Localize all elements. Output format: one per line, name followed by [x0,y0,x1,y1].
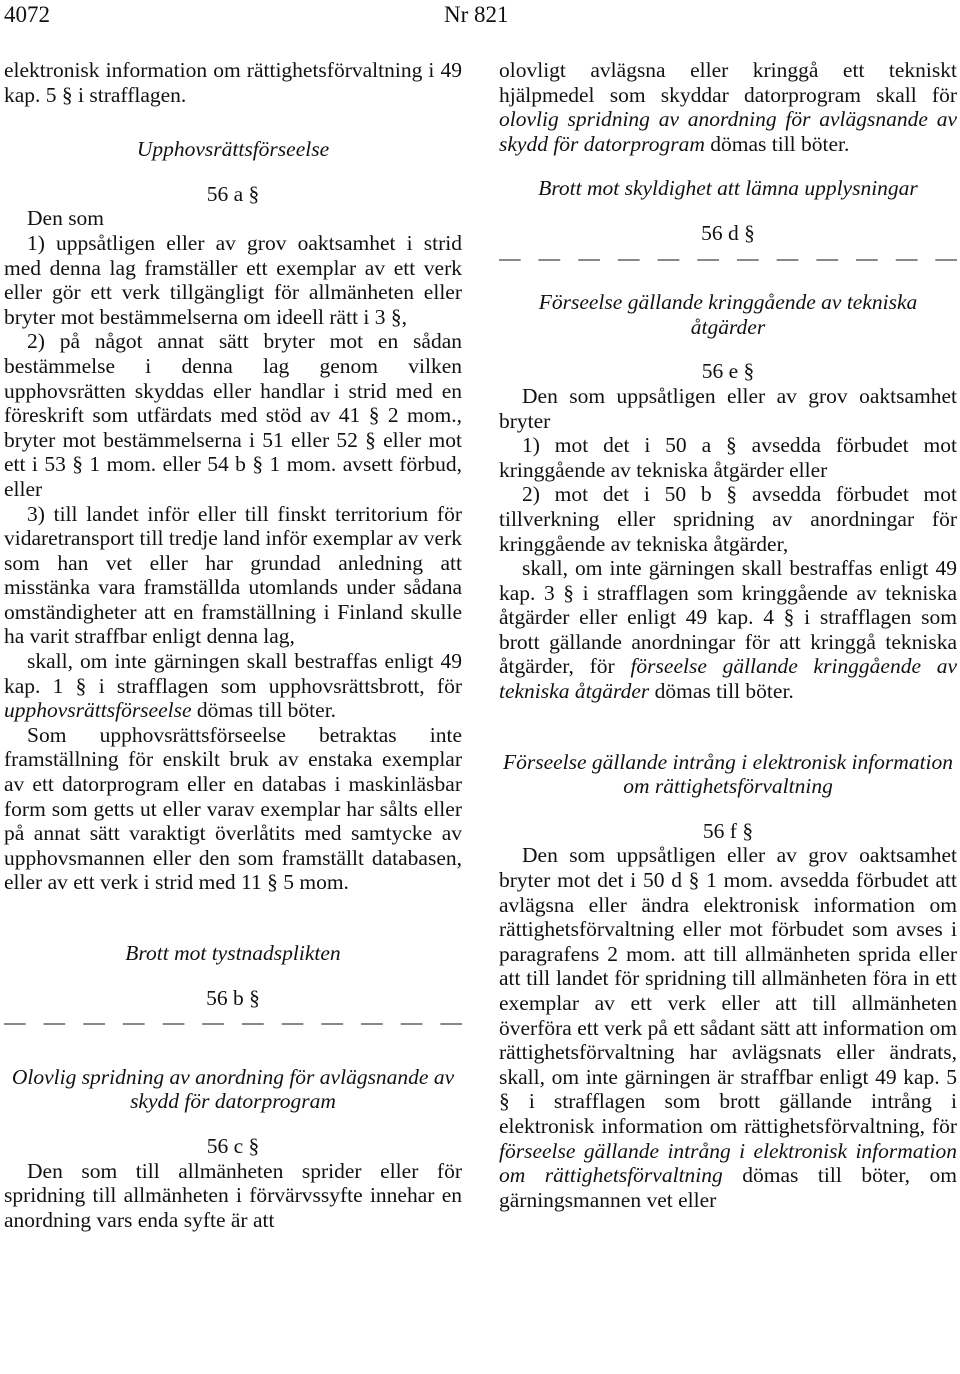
continued-text: elektronisk information om rättighetsförvaltning i 49 kap. 5 § i strafflagen. [4,58,462,107]
omission-dashes: — — — — — — — — — — — — [499,245,957,270]
paragraph: Den som till allmänheten sprider eller för spridning till allmänheten i förvärvssyfte innehar en anordning vars enda syfte är att [4,1158,462,1232]
section-heading-56d: Brott mot skyldighet att lämna upplysningar [538,176,918,201]
paragraph [4,649,462,723]
section-heading-56e: Förseelse gällande kringgående av tekniska åtgärder [538,290,918,339]
section-number-56e: 56 e § [701,359,755,384]
section-heading-56f: Förseelse gällande intrång i elektronisk information om rättighetsförvaltning [502,749,954,799]
section-number-56d: 56 d § [701,220,755,245]
continued-text [499,58,957,156]
paragraph: 1) uppsåtligen eller av grov oaktsamhet i strid med denna lag framställer ett exemplar av ett verk eller gör ett verk tillgängligt för allmänheten eller bryter mot bestämmelserna om ideell rätt i 3 §, [4,230,462,329]
section-number-56b: 56 b § [206,985,260,1010]
section-number-56c: 56 c § [206,1133,260,1158]
paragraph: Den som uppsåtligen eller av grov oaktsamhet bryter [499,383,957,433]
section-heading-56a: Upphovsrättsförseelse [136,137,330,162]
paragraph-text: olovligt avlägsna eller kringgå ett tekniskt hjälpmedel som skyddar datorprogram skall för [499,58,957,107]
paragraph-text: dömas till böter. [191,698,337,723]
section-heading-56c: Olovlig spridning av anordning för avlägsnande av skydd för datorprogram [11,1064,455,1114]
section-number-56f: 56 f § [702,818,754,843]
emphasis-term: förseelse gällande kringgående av tekniska åtgärder [499,654,957,704]
paragraph-text: skall, om inte gärningen skall bestraffas enligt 49 kap. 3 § i strafflagen som kringgående av tekniska åtgärder eller enligt 49 kap. 4 § i strafflagen som brott gällande anordningar för att kringgå tekniska åtgärder, för [499,556,957,679]
emphasis-term: olovlig spridning av anordning för avlägsnande av skydd för datorprogram [499,107,957,156]
left-column [4,58,462,1232]
paragraph: 3) till landet inför eller till finskt territorium för vidaretransport till tredje land inför exemplar av verk som han vet eller har grundad anledning att misstänka vara framställda utomlands under sådana omständigheter att en framställning i Finland skulle ha varit straffbar enligt denna lag, [4,501,462,649]
paragraph: Som upphovsrättsförseelse betraktas inte framställning för enskilt bruk av enstaka exemplar av ett datorprogram eller en databas i maskinläsbar form som getts ut eller varav exemplar har sålts eller på annat sätt varaktigt överlåtits med samtycke av upphovsmannen eller den som framställt databasen, eller av ett verk i strid med 11 § 5 mom. [4,722,462,895]
page-header [0,0,960,30]
emphasis-term: förseelse gällande intrång i elektronisk information om rättighetsförvaltning [499,1138,957,1188]
paragraph-text: dömas till böter. [649,679,794,704]
paragraph-text: Den som uppsåtligen eller av grov oaktsamhet bryter mot det i 50 d § 1 mom. avsedda förbudet att avlägsna eller ändra elektronisk information om rättighetsförvaltning eller mot förbudet som avses i paragrafens 2 mom. att till allmänheten sprida eller att till landet för spridning till allmänheten föra in ett exemplar av ett verk eller att till allmänheten överföra ett verk på ett sådant sätt att information om rättighetsförvaltning har avlägsnats eller ändrats, skall, om inte gärningen är straffbar enligt 49 kap. 5 § i strafflagen som brott gällande intrång i elektronisk information om rättighetsförvaltning, för [499,843,957,1138]
paragraph [499,843,957,1212]
omission-dashes: — — — — — — — — — — — — [4,1010,462,1035]
paragraph-text: dömas till böter, om gärningsmannen vet eller [499,1163,957,1212]
paragraph: 1) mot det i 50 a § avsedda förbudet mot kringgående av tekniska åtgärder eller [499,433,957,482]
paragraph [499,556,957,704]
page-number: 4072 [4,2,50,27]
paragraph: Den som [27,206,105,231]
paragraph-text: skall, om inte gärningen skall bestraffas enligt 49 kap. 1 § i strafflagen som upphovsrättsbrott, för [4,649,462,698]
paragraph-text: dömas till böter. [704,131,850,156]
section-heading-56b: Brott mot tystnadsplikten [125,941,341,965]
section-number-56a: 56 a § [206,181,260,206]
paragraph: 2) på något annat sätt bryter mot en sådan bestämmelse i denna lag genom vilken upphovsrätten skyddas eller handlar i strid med en föreskrift som utfärdats med stöd av 41 § 2 mom., bryter mot bestämmelserna i 51 eller 52 § eller mot ett i 53 § 1 mom. eller 54 b § 1 mom. avsett förbud, eller [4,329,462,501]
right-column [499,58,957,1212]
paragraph: 2) mot det i 50 b § avsedda förbudet mot tillverkning eller spridning av anordningar för kringgående av tekniska åtgärder, [499,482,957,556]
emphasis-term: upphovsrättsförseelse [4,698,192,723]
issue-number: Nr 821 [444,2,509,27]
